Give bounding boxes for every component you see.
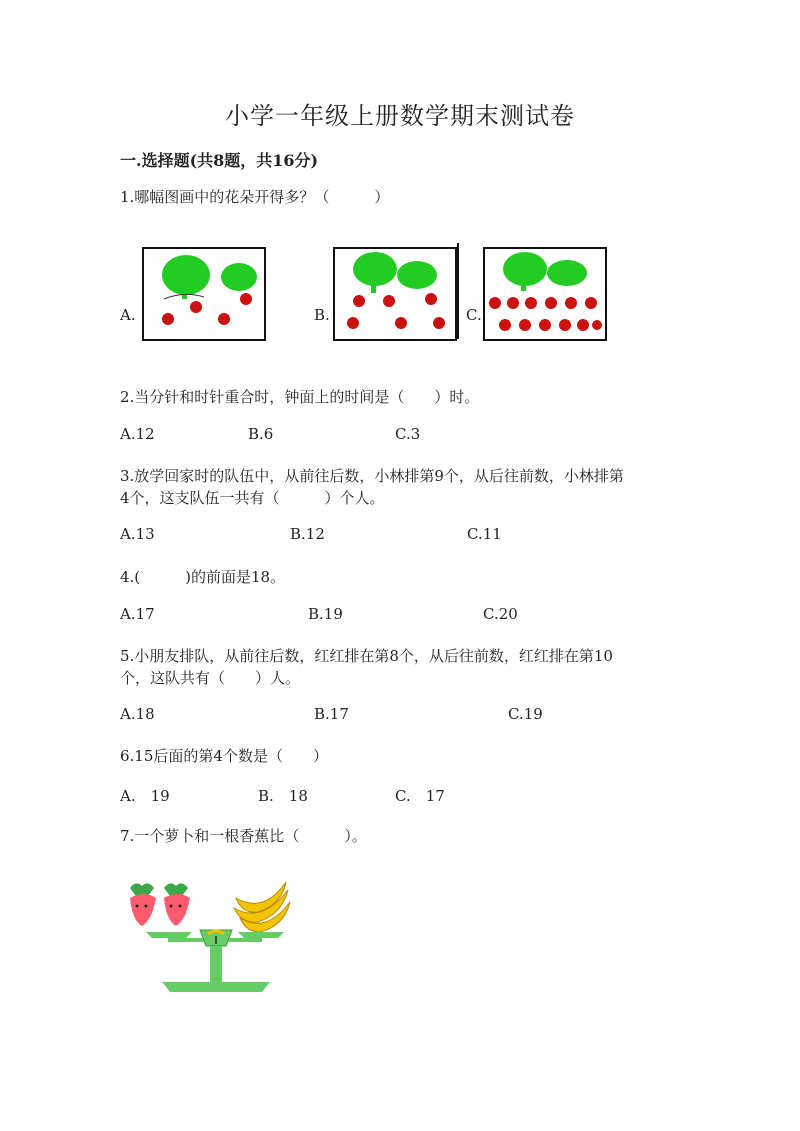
- question-1: 1.哪幅图画中的花朵开得多？（ ）: [120, 188, 390, 206]
- q6-option-c: C. 17: [395, 787, 445, 805]
- q3-option-b: B.12: [290, 525, 325, 543]
- q5-option-b: B.17: [314, 705, 349, 723]
- question-2: 2.当分针和时针重合时，钟面上的时间是（ ）时。: [120, 388, 480, 406]
- garden-scene-a: [144, 249, 264, 339]
- divider-line: [457, 243, 459, 339]
- question-3-line-1: 3.放学回家时的队伍中，从前往后数，小林排第9个，从后往前数，小林排第: [120, 467, 624, 485]
- question-3-line-2: 4个，这支队伍一共有（ ）个人。: [120, 489, 385, 507]
- garden-scene-c: [485, 249, 605, 339]
- q4-option-b: B.19: [308, 605, 343, 623]
- q3-option-c: C.11: [467, 525, 502, 543]
- section-heading: 一.选择题(共8题，共16分): [120, 151, 319, 170]
- flowers-c: [489, 297, 602, 331]
- balance-scale-illustration: [122, 880, 292, 1000]
- q5-option-c: C.19: [508, 705, 543, 723]
- radish-left-2: [164, 883, 190, 926]
- bananas: [234, 882, 290, 932]
- q4-option-c: C.20: [483, 605, 518, 623]
- page-title: 小学一年级上册数学期末测试卷: [225, 102, 575, 130]
- balance-scale-image: [122, 880, 292, 1000]
- question-5-line-2: 个，这队共有（ ）人。: [120, 669, 301, 687]
- q1-option-a-label: A.: [120, 306, 136, 324]
- question-4: 4.( )的前面是18。: [120, 568, 286, 586]
- q2-option-c: C.3: [395, 425, 421, 443]
- q1-option-b-image: [333, 247, 457, 341]
- q1-option-a-image: [142, 247, 266, 341]
- q3-option-a: A.13: [120, 525, 155, 543]
- q5-option-a: A.18: [120, 705, 155, 723]
- radish-left-1: [130, 883, 156, 926]
- q2-option-b: B.6: [248, 425, 274, 443]
- q1-option-b-label: B.: [314, 306, 330, 324]
- q6-option-a: A. 19: [120, 787, 170, 805]
- q1-option-c-label: C.: [466, 306, 482, 324]
- q1-option-c-image: [483, 247, 607, 341]
- q4-option-a: A.17: [120, 605, 155, 623]
- garden-scene-b: [335, 249, 455, 339]
- question-7: 7.一个萝卜和一根香蕉比（ ）。: [120, 827, 367, 845]
- flowers-b: [347, 293, 445, 329]
- q2-option-a: A.12: [120, 425, 155, 443]
- question-5-line-1: 5.小朋友排队，从前往后数，红红排在第8个，从后往前数，红红排在第10: [120, 647, 613, 665]
- q6-option-b: B. 18: [258, 787, 308, 805]
- question-6: 6.15后面的第4个数是（ ）: [120, 747, 328, 765]
- flowers-a: [162, 293, 252, 325]
